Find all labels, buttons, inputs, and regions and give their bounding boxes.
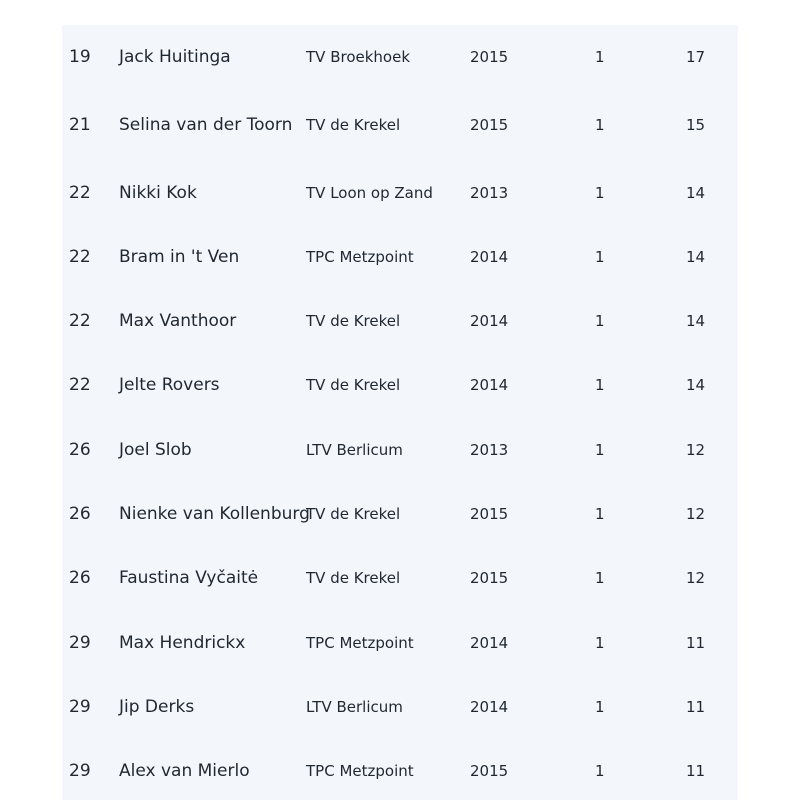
player-name-cell: Jip Derks	[119, 697, 195, 717]
count-cell: 1	[595, 312, 605, 330]
count-cell: 1	[595, 569, 605, 587]
points-cell: 14	[686, 184, 706, 202]
year-cell: 2014	[470, 376, 509, 394]
rank-cell: 26	[69, 504, 91, 524]
club-cell: TPC Metzpoint	[306, 634, 414, 652]
rank-cell: 22	[69, 311, 91, 331]
year-cell: 2015	[470, 48, 509, 66]
player-name-cell: Bram in 't Ven	[119, 247, 240, 267]
points-cell: 11	[686, 698, 706, 716]
points-cell: 12	[686, 569, 706, 587]
points-cell: 12	[686, 441, 706, 459]
rank-cell: 29	[69, 697, 91, 717]
table-row	[62, 365, 738, 405]
count-cell: 1	[595, 698, 605, 716]
club-cell: TV Broekhoek	[306, 48, 411, 66]
table-row	[62, 37, 738, 77]
player-name-cell: Nienke van Kollenburg	[119, 504, 310, 524]
rank-cell: 29	[69, 633, 91, 653]
club-cell: LTV Berlicum	[306, 441, 403, 459]
player-name-cell: Joel Slob	[119, 440, 192, 460]
points-cell: 14	[686, 312, 706, 330]
club-cell: TPC Metzpoint	[306, 762, 414, 780]
club-cell: TV de Krekel	[306, 116, 401, 134]
year-cell: 2013	[470, 184, 509, 202]
club-cell: TV de Krekel	[306, 376, 401, 394]
count-cell: 1	[595, 505, 605, 523]
rank-cell: 29	[69, 761, 91, 781]
count-cell: 1	[595, 48, 605, 66]
count-cell: 1	[595, 441, 605, 459]
year-cell: 2015	[470, 116, 509, 134]
player-name-cell: Max Hendrickx	[119, 633, 246, 653]
points-cell: 15	[686, 116, 706, 134]
year-cell: 2014	[470, 634, 509, 652]
club-cell: TPC Metzpoint	[306, 248, 414, 266]
rank-cell: 26	[69, 568, 91, 588]
player-name-cell: Alex van Mierlo	[119, 761, 250, 781]
rank-cell: 22	[69, 247, 91, 267]
table-row	[62, 687, 738, 727]
year-cell: 2015	[470, 505, 509, 523]
count-cell: 1	[595, 184, 605, 202]
table-row	[62, 237, 738, 277]
count-cell: 1	[595, 634, 605, 652]
table-row	[62, 105, 738, 145]
club-cell: TV Loon op Zand	[306, 184, 433, 202]
player-name-cell: Nikki Kok	[119, 183, 197, 203]
points-cell: 11	[686, 762, 706, 780]
ranking-table	[62, 25, 738, 800]
points-cell: 11	[686, 634, 706, 652]
table-row	[62, 173, 738, 213]
club-cell: TV de Krekel	[306, 312, 401, 330]
count-cell: 1	[595, 116, 605, 134]
year-cell: 2013	[470, 441, 509, 459]
year-cell: 2015	[470, 762, 509, 780]
table-row	[62, 751, 738, 791]
year-cell: 2015	[470, 569, 509, 587]
points-cell: 12	[686, 505, 706, 523]
year-cell: 2014	[470, 248, 509, 266]
points-cell: 14	[686, 248, 706, 266]
player-name-cell: Faustina Vyčaitė	[119, 568, 259, 588]
rank-cell: 19	[69, 47, 91, 67]
table-row	[62, 301, 738, 341]
year-cell: 2014	[470, 698, 509, 716]
club-cell: TV de Krekel	[306, 505, 401, 523]
player-name-cell: Jelte Rovers	[119, 375, 220, 395]
player-name-cell: Selina van der Toorn	[119, 115, 293, 135]
count-cell: 1	[595, 762, 605, 780]
count-cell: 1	[595, 248, 605, 266]
table-row	[62, 558, 738, 598]
count-cell: 1	[595, 376, 605, 394]
table-row	[62, 623, 738, 663]
table-row	[62, 494, 738, 534]
player-name-cell: Max Vanthoor	[119, 311, 237, 331]
points-cell: 17	[686, 48, 706, 66]
rank-cell: 22	[69, 375, 91, 395]
points-cell: 14	[686, 376, 706, 394]
club-cell: LTV Berlicum	[306, 698, 403, 716]
player-name-cell: Jack Huitinga	[119, 47, 231, 67]
club-cell: TV de Krekel	[306, 569, 401, 587]
year-cell: 2014	[470, 312, 509, 330]
rank-cell: 21	[69, 115, 91, 135]
rank-cell: 22	[69, 183, 91, 203]
rank-cell: 26	[69, 440, 91, 460]
table-row	[62, 430, 738, 470]
